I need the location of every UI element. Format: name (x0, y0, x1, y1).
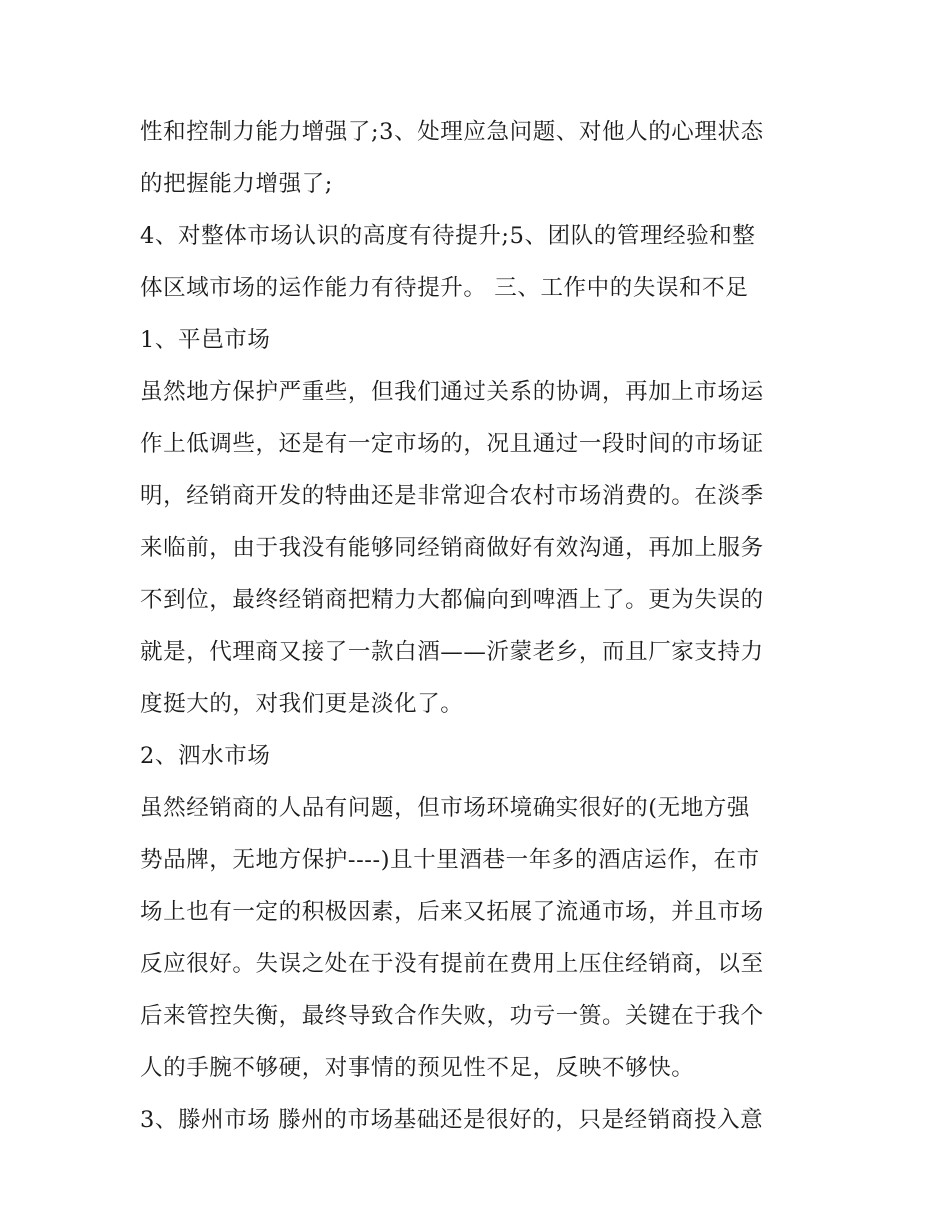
text-line: 虽然经销商的人品有问题，但市场环境确实很好的(无地方强 (140, 795, 750, 821)
text-line: 反应很好。失误之处在于没有提前在费用上压住经销商，以至 (140, 951, 764, 977)
text-line: 明，经销商开发的特曲还是非常迎合农村市场消费的。在淡季 (140, 483, 764, 509)
text-line: 4、对整体市场认识的高度有待提升;5、团队的管理经验和整 (140, 223, 756, 249)
text-line: 场上也有一定的积极因素，后来又拓展了流通市场，并且市场 (140, 899, 764, 925)
text-line: 3、滕州市场 滕州的市场基础还是很好的，只是经销商投入意 (140, 1107, 764, 1133)
text-line: 来临前，由于我没有能够同经销商做好有效沟通，再加上服务 (140, 535, 764, 561)
text-line: 势品牌，无地方保护----)且十里酒巷一年多的酒店运作，在市 (140, 847, 760, 873)
text-line: 人的手腕不够硬，对事情的预见性不足，反映不够快。 (140, 1055, 695, 1081)
text-line: 就是，代理商又接了一款白酒——沂蒙老乡，而且厂家支持力 (140, 639, 764, 665)
section-heading: 2、泗水市场 (140, 743, 271, 769)
text-line: 的把握能力增强了; (140, 171, 333, 197)
text-line: 度挺大的，对我们更是淡化了。 (140, 691, 464, 717)
text-line: 作上低调些，还是有一定市场的，况且通过一段时间的市场证 (140, 431, 764, 457)
text-line: 后来管控失衡，最终导致合作失败，功亏一篑。关键在于我个 (140, 1003, 764, 1029)
text-line: 虽然地方保护严重些，但我们通过关系的协调，再加上市场运 (140, 379, 764, 405)
text-line: 体区域市场的运作能力有待提升。 三、工作中的失误和不足 (140, 275, 749, 301)
text-line: 性和控制力能力增强了;3、处理应急问题、对他人的心理状态 (140, 119, 764, 145)
section-heading: 1、平邑市场 (140, 327, 271, 353)
text-line: 不到位，最终经销商把精力大都偏向到啤酒上了。更为失误的 (140, 587, 764, 613)
document-body (140, 106, 810, 1146)
